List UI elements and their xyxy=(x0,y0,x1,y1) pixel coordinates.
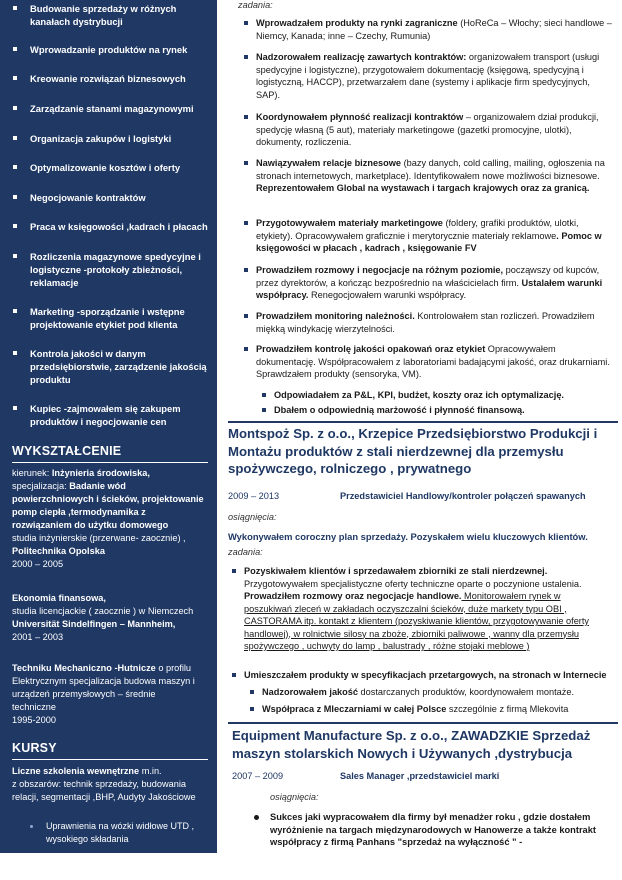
bullet-icon xyxy=(13,106,17,110)
list-item: Nawiązywałem relacje biznesowe (bazy danych, cold calling, mailing, ogłoszenia na stronach internetowych, marketplace). Identyfikowałem nowe możliwości biznesowe. Reprezentowałem Global na wystawach i targach krajowych oraz za granicą. xyxy=(256,157,612,195)
course-entry: Liczne szkolenia wewnętrzne m.in. z obszarów: technik sprzedaży, budowania relacji, segmentacji ,BHP, Audyty Jakościowe xyxy=(12,766,196,802)
bullet-icon xyxy=(244,347,248,351)
achievement-text: Wykonywałem coroczny plan sprzedaży. Pozyskałem wielu kluczowych klientów. xyxy=(228,531,588,542)
bullet-icon xyxy=(262,408,266,412)
bullet-icon xyxy=(13,224,17,228)
course-entry: Uprawnienia na wózki widłowe UTD , wysokiego składania xyxy=(46,820,206,846)
list-item: Przygotowywałem materiały marketingowe (foldery, grafiki produktów, ulotki, etykiety). Opracowywałem graficznie i merytorycznie materiały reklamowe. Pomoc w księgowości w płacach , kadrach , księgowanie FV xyxy=(256,217,612,255)
bullet-icon xyxy=(13,6,17,10)
list-item: Praca w księgowości ,kadrach i płacach xyxy=(12,220,208,233)
job-position: Sales Manager ,przedstawiciel marki xyxy=(340,771,500,781)
bullet-icon xyxy=(244,314,248,318)
bullet-icon xyxy=(13,254,17,258)
sidebar xyxy=(0,0,217,853)
bullet-icon xyxy=(13,47,17,51)
bullet-icon xyxy=(13,351,17,355)
list-item: Dbałem o odpowiednią marżowość i płynność finansową. xyxy=(274,404,614,417)
list-item: Prowadziłem kontrolę jakości opakowań oraz etykiet Opracowywałem dokumentację. Współpracowałem z laboratoriami badającymi jakość, oraz drukarniami. Sprawdzałem produkty (sensoryka, VM). xyxy=(256,343,612,381)
bullet-icon xyxy=(13,76,17,80)
list-item: Budowanie sprzedaży w różnych kanałach dystrybucji xyxy=(12,2,208,28)
company-title: Equipment Manufacture Sp. z o.o., ZAWADZKIE Sprzedaż maszyn stolarskich Nowych i Używanych ,dystrybucja xyxy=(232,728,591,761)
divider xyxy=(12,462,208,463)
list-item: Umieszczałem produkty w specyfikacjach przetargowych, na stronach w Internecie xyxy=(244,669,614,682)
list-item: Koordynowałem płynność realizacji kontraktów – organizowałem dział produkcji, spedycję własną (5 aut), materiały marketingowe (gazetki promocyjne, ulotki), dokumenty, rozliczenia. xyxy=(256,111,612,149)
tasks-label: zadania: xyxy=(228,547,263,557)
bullet-icon xyxy=(244,268,248,272)
list-item: Wprowadzałem produkty na rynki zagraniczne (HoReCa – Włochy; sieci handlowe – Niemcy, Kanada; inne – Czechy, Rumunia) xyxy=(256,17,612,42)
courses-heading: KURSY xyxy=(12,741,57,755)
list-item: Wprowadzanie produktów na rynek xyxy=(12,43,208,56)
bullet-icon xyxy=(250,707,254,711)
list-item: Optymalizowanie kosztów i oferty xyxy=(12,161,208,174)
job-dates: 2007 – 2009 xyxy=(232,771,284,781)
bullet-icon xyxy=(30,825,33,828)
company-title: Montspoż Sp. z o.o., Krzepice Przedsiębiorstwo Produkcji i Montażu produktów z stali nierdzewnej dla przemysłu spożywczego, rolniczego , prywatnego xyxy=(228,426,598,476)
bullet-icon xyxy=(13,406,17,410)
list-item: Negocjowanie kontraktów xyxy=(12,191,208,204)
list-item: Pozyskiwałem klientów i sprzedawałem zbiorniki ze stali nierdzewnej. Przygotowywałem specjalistyczne oferty techniczne oparte o poczynione ustalenia. Prowadziłem rozmowy oraz negocjacje handlowe. Monitorowałem rynek w poszukiwań zleceń w zakładach oczyszczalni ścieków, duże markety typu OBI , CASTORAMA itp. kontakt z klientem (pozyskiwanie klientów, przygotowywanie oferty handlowej), w rolnictwie silosy na zboże, zbiorniki paliwowe , wanny dla przemysłu spożywczego , uchwyty do lamp , balustrady , różne stojaki meblowe ) xyxy=(244,565,614,653)
achievements-label: osiągnięcia: xyxy=(228,512,277,522)
education-heading: WYKSZTAŁCENIE xyxy=(12,444,122,458)
bullet-icon xyxy=(232,569,236,573)
list-item: Nadzorowałem realizację zawartych kontraktów: organizowałem transport (usługi spedycyjne i logistyczne), przygotowałem dokumentację (księgową, spedycyjną i logistyczną, HACCP), przetwarzałem dane (systemy i aplikacje firm spedycyjnych, SAP). xyxy=(256,51,612,101)
bullet-icon xyxy=(232,673,236,677)
education-entry: Techniku Mechaniczno -Hutnicze o profilu Elektrycznym specjalizacja budowa maszyn i urządzeń przemysłowych – średnie techniczne 1995-2000 xyxy=(12,663,195,725)
list-item: Marketing -sporządzanie i wstępne projektowanie etykiet pod klienta xyxy=(12,305,208,331)
bullet-icon xyxy=(13,309,17,313)
bullet-icon xyxy=(250,690,254,694)
list-item: Sukces jaki wypracowałem dla firmy był menadżer roku , gdzie dostałem wyróżnienie na targach międzynarodowych w Hanowerze a także kontrakt współpracy z firmą Panhans "sprzedaż na wyłączność " - xyxy=(270,811,610,849)
tasks-label: zadania: xyxy=(238,0,273,10)
bullet-icon xyxy=(254,815,259,820)
section-divider xyxy=(228,722,618,724)
education-entry: kierunek: Inżynieria środowiska, specjalizacja: Badanie wód powierzchniowych i ścieków, projektowanie pomp ciepła ,termodynamika z rozwiązaniem do użytku domowego studia inżynierskie (przerwane- zaocznie) , Politechnika Opolska 2000 – 2005 xyxy=(12,468,204,569)
list-item: Współpraca z Mleczarniami w całej Polsce szczególnie z firmą Mlekovita xyxy=(262,703,612,716)
list-item: Zarządzanie stanami magazynowymi xyxy=(12,102,208,115)
bullet-icon xyxy=(244,161,248,165)
education-entry: Ekonomia finansowa, studia licencjackie ( zaocznie ) w Niemczech Universität Sindelfingen – Mannheim, 2001 – 2003 xyxy=(12,593,194,642)
bullet-icon xyxy=(13,165,17,169)
list-item: Prowadziłem monitoring należności. Kontrolowałem stan rozliczeń. Prowadziłem miękką windykację wierzytelności. xyxy=(256,310,612,335)
list-item: Rozliczenia magazynowe spedycyjne i logistyczne -protokoły zbieżności, reklamacje xyxy=(12,250,208,289)
bullet-icon xyxy=(244,21,248,25)
job-position: Przedstawiciel Handlowy/kontroler połączeń spawanych xyxy=(340,491,586,501)
bullet-icon xyxy=(262,393,266,397)
list-item: Organizacja zakupów i logistyki xyxy=(12,132,208,145)
job-dates: 2009 – 2013 xyxy=(228,491,280,501)
list-item: Prowadziłem rozmowy i negocjacje na różnym poziomie, począwszy od kupców, przez dyrektorów, a kończąc bezpośrednio na właścicielach firm. Ustalałem warunki współpracy. Renegocjowałem warunki współpracy. xyxy=(256,264,612,302)
achievements-label: osiągnięcia: xyxy=(270,792,319,802)
divider xyxy=(12,759,208,760)
bullet-icon xyxy=(244,115,248,119)
list-item: Kupiec -zajmowałem się zakupem produktów i negocjowanie cen xyxy=(12,402,208,428)
section-divider xyxy=(228,421,618,423)
bullet-icon xyxy=(13,195,17,199)
list-item: Kontrola jakości w danym przedsiębiorstwie, zarządzenie jakością produktu xyxy=(12,347,208,386)
list-item: Nadzorowałem jakość dostarczanych produktów, koordynowałem montaże. xyxy=(262,686,612,699)
bullet-icon xyxy=(13,136,17,140)
list-item: Kreowanie rozwiązań biznesowych xyxy=(12,72,208,85)
bullet-icon xyxy=(244,55,248,59)
list-item: Odpowiadałem za P&L, KPI, budżet, koszty oraz ich optymalizację. xyxy=(274,389,614,402)
bullet-icon xyxy=(244,221,248,225)
